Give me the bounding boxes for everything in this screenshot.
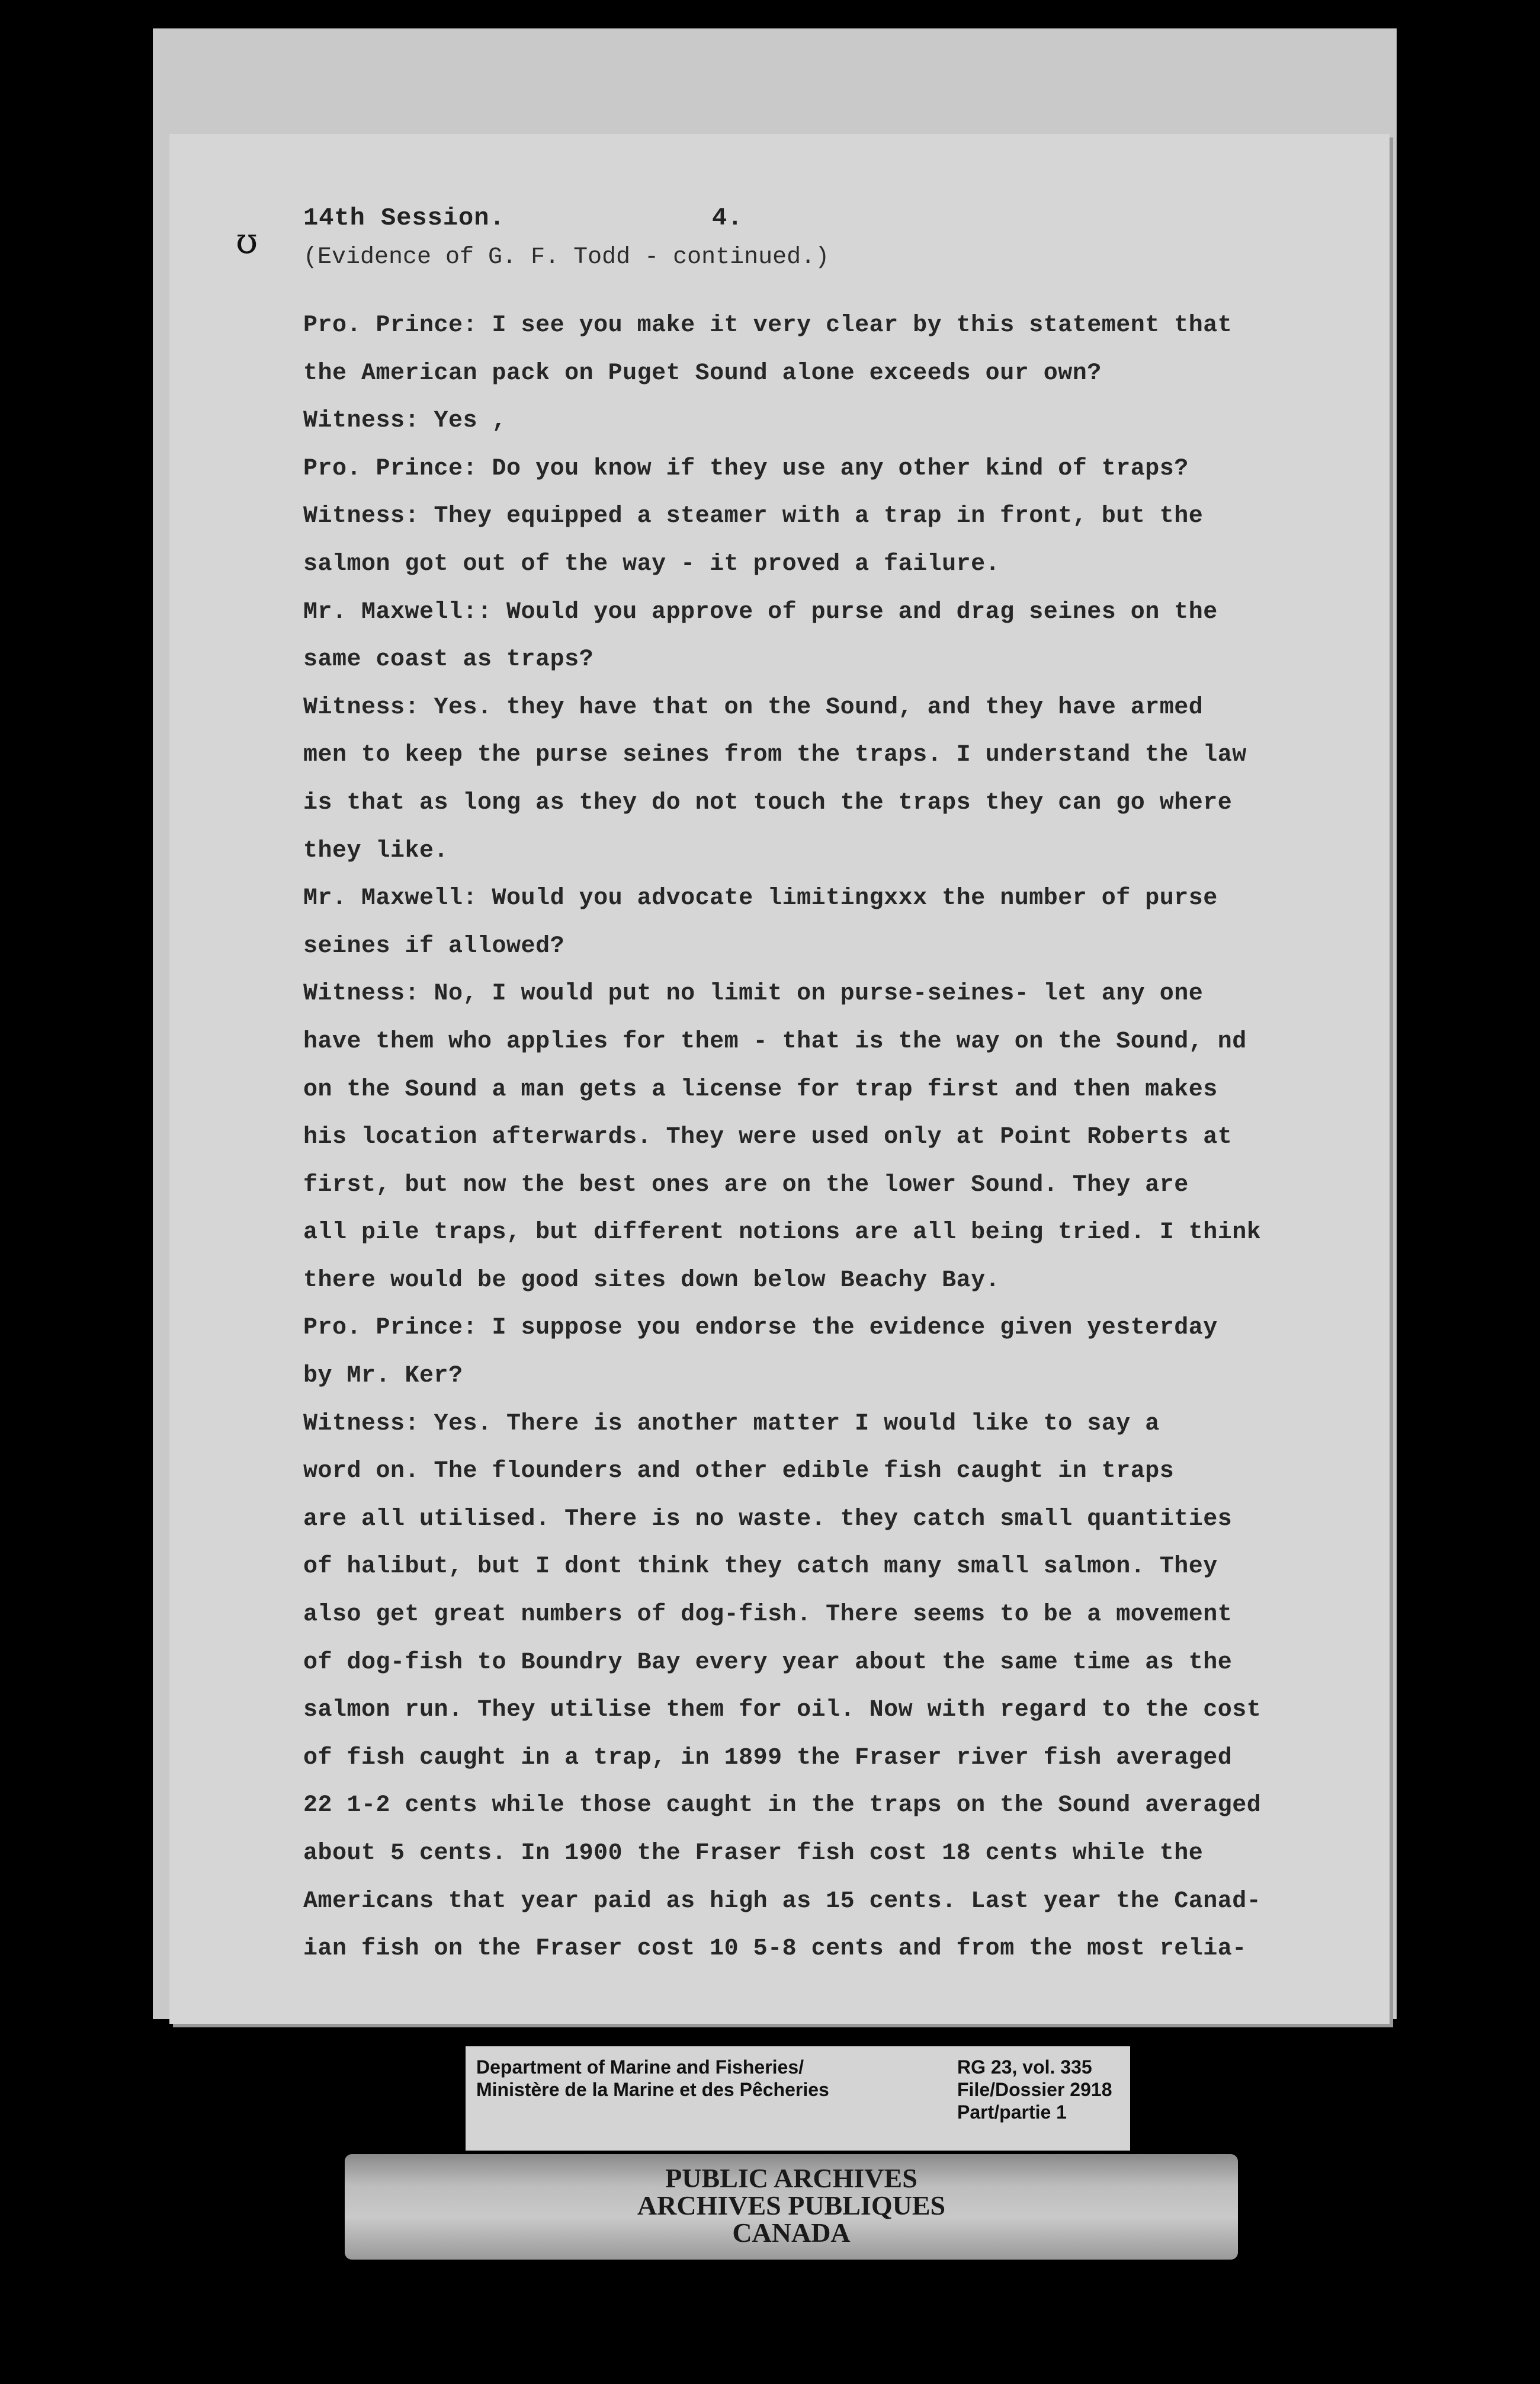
text-line: word on. The flounders and other edible fish caught in traps <box>303 1458 1175 1485</box>
department-name-en: Department of Marine and Fisheries/ <box>476 2056 804 2078</box>
text-line: ian fish on the Fraser cost 10 5-8 cents and from the most relia- <box>303 1936 1247 1963</box>
transcript-body <box>303 302 1405 1973</box>
text-line: of halibut, but I dont think they catch many small salmon. They <box>303 1553 1218 1581</box>
text-line: Witness: Yes. they have that on the Sound, and they have armed <box>303 694 1204 721</box>
text-line: Mr. Maxwell:: Would you approve of purse and drag seines on the <box>303 598 1218 626</box>
page-header <box>303 199 1405 237</box>
text-line: also get great numbers of dog-fish. There seems to be a movement <box>303 1601 1233 1629</box>
text-line: there would be good sites down below Beachy Bay. <box>303 1267 1000 1294</box>
text-line: Americans that year paid as high as 15 cents. Last year the Canad- <box>303 1888 1262 1915</box>
text-line: the American pack on Puget Sound alone exceeds our own? <box>303 360 1102 387</box>
department-name-fr: Ministère de la Marine et des Pêcheries <box>476 2079 829 2100</box>
archives-stamp <box>345 2154 1238 2260</box>
text-line: Witness: Yes , <box>303 408 507 435</box>
record-reference <box>957 2056 1112 2123</box>
text-line: same coast as traps? <box>303 646 594 674</box>
text-line: is that as long as they do not touch the traps they can go where <box>303 789 1233 816</box>
text-line: first, but now the best ones are on the lower Sound. They are <box>303 1171 1189 1199</box>
archives-line-country: CANADA <box>732 2218 851 2248</box>
part-number: Part/partie 1 <box>957 2101 1067 2123</box>
text-line: seines if allowed? <box>303 933 565 960</box>
text-line: by Mr. Ker? <box>303 1363 463 1390</box>
page-number: 4. <box>712 204 743 232</box>
archives-line-en: PUBLIC ARCHIVES <box>665 2163 917 2193</box>
document-page <box>169 134 1390 2024</box>
text-line: about 5 cents. In 1900 the Fraser fish cost 18 cents while the <box>303 1840 1204 1867</box>
text-line: of fish caught in a trap, in 1899 the Fraser river fish averaged <box>303 1744 1233 1771</box>
text-line: men to keep the purse seines from the traps. I understand the law <box>303 742 1247 769</box>
text-line: Witness: No, I would put no limit on purse-seines- let any one <box>303 980 1204 1008</box>
file-number: File/Dossier 2918 <box>957 2079 1112 2100</box>
text-line: Mr. Maxwell: Would you advocate limitingxxx the number of purse <box>303 885 1218 912</box>
text-line: Pro. Prince: Do you know if they use any other kind of traps? <box>303 455 1189 482</box>
text-line: have them who applies for them - that is the way on the Sound, nd <box>303 1028 1247 1055</box>
text-line: his location afterwards. They were used only at Point Roberts at <box>303 1124 1233 1151</box>
text-line: of dog-fish to Boundry Bay every year about the same time as the <box>303 1649 1233 1676</box>
department-names <box>476 2056 829 2101</box>
text-line: Witness: They equipped a steamer with a trap in front, but the <box>303 503 1204 530</box>
text-line: all pile traps, but different notions are all being tried. I think <box>303 1219 1262 1247</box>
text-line: Pro. Prince: I see you make it very clear by this statement that <box>303 312 1233 339</box>
text-line: salmon got out of the way - it proved a failure. <box>303 550 1000 578</box>
session-label: 14th Session. <box>303 204 505 232</box>
archives-stamp-text <box>345 2165 1238 2247</box>
text-line: Witness: Yes. There is another matter I would like to say a <box>303 1410 1160 1437</box>
archives-line-fr: ARCHIVES PUBLIQUES <box>637 2190 946 2220</box>
page-text-block <box>303 199 1405 1973</box>
record-group: RG 23, vol. 335 <box>957 2056 1092 2078</box>
text-line: salmon run. They utilise them for oil. Now with regard to the cost <box>303 1697 1262 1724</box>
text-line: 22 1-2 cents while those caught in the traps on the Sound averaged <box>303 1792 1262 1819</box>
department-label <box>466 2046 1130 2151</box>
text-line: are all utilised. There is no waste. they catch small quantities <box>303 1505 1233 1533</box>
margin-mark: ʊ <box>236 220 258 262</box>
evidence-subheader: (Evidence of G. F. Todd - continued.) <box>303 244 830 271</box>
text-line: on the Sound a man gets a license for trap first and then makes <box>303 1076 1218 1103</box>
text-line: they like. <box>303 837 449 864</box>
text-line: Pro. Prince: I suppose you endorse the evidence given yesterday <box>303 1315 1218 1342</box>
